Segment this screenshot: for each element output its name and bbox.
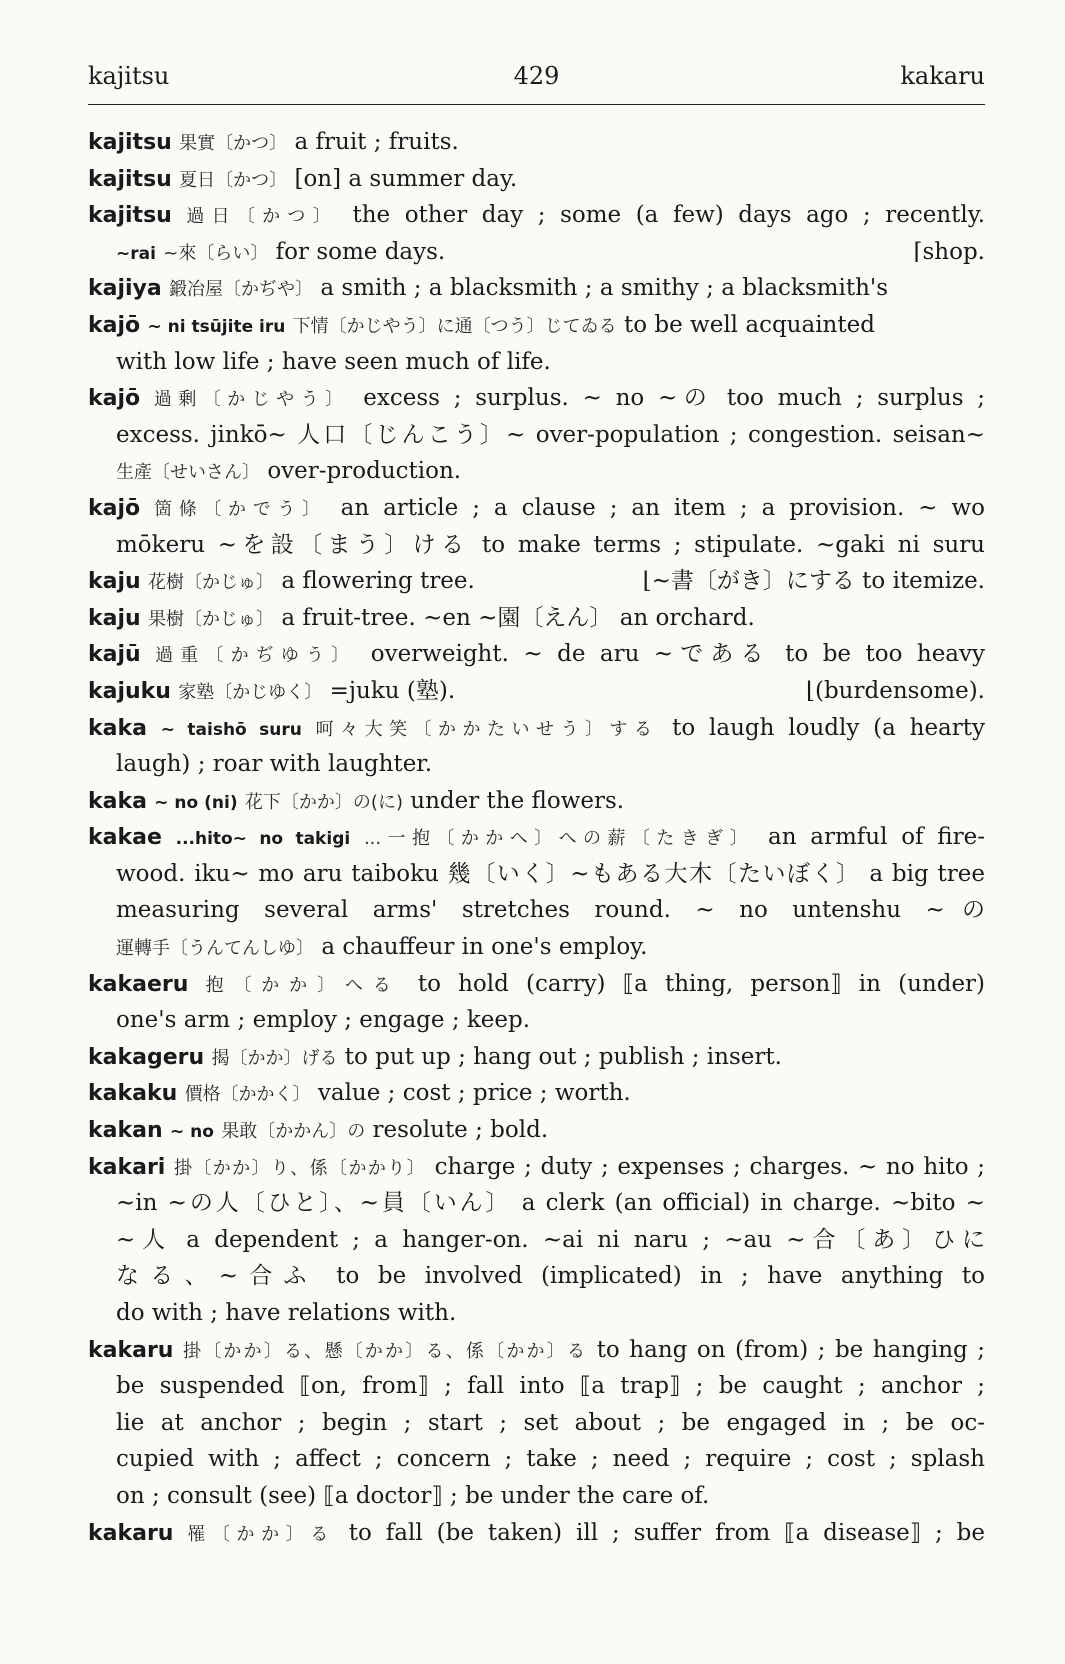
entry-definition: ~人 a dependent ; a hanger-on. ~ai ni naru ; ~au ~合〔あ〕ひに — [116, 1226, 985, 1253]
entry-line — [88, 1258, 985, 1295]
entry-continuation: ⌊~書〔がき〕にする to itemize. — [635, 563, 985, 600]
entry-definition: one's arm ; employ ; engage ; keep. — [116, 1007, 531, 1034]
entry-definition: laugh) ; roar with laughter. — [116, 751, 433, 778]
entry-line — [88, 563, 985, 600]
entry-line — [88, 966, 985, 1003]
entry-line — [88, 746, 985, 783]
entry-line — [88, 124, 985, 161]
entry-japanese: 呵々大笑〔かかたいせう〕する — [315, 718, 659, 740]
entry-japanese: 花下〔かか〕の(に) — [244, 791, 403, 813]
entry-definition: a chauffeur in one's employ. — [321, 934, 648, 961]
entry-line — [88, 1441, 985, 1478]
entry-headword: kajō — [88, 386, 141, 412]
entry-japanese: 揭〔かか〕げる — [211, 1047, 338, 1069]
entry-headword: kaju — [88, 605, 141, 631]
entry-headword: kajiya — [88, 276, 162, 302]
entry-line — [88, 161, 985, 198]
entry-headword: kaka — [88, 715, 147, 741]
entry-japanese: 鍛冶屋〔かぢや〕 — [169, 279, 314, 301]
entry-line — [88, 819, 985, 856]
entry-definition: cupied with ; affect ; concern ; take ; need ; require ; cost ; splash — [116, 1446, 985, 1473]
entry-headword: kakari — [88, 1154, 166, 1180]
entry-japanese: 運轉手〔うんてんしゆ〕 — [116, 938, 314, 960]
entry-phrase: ~ ni tsūjite iru — [147, 316, 286, 337]
entry-phrase: ~ no — [169, 1122, 214, 1143]
entry-definition: なる、~合ふ to be involved (implicated) in ; have anything to — [116, 1263, 985, 1290]
entry-definition: charge ; duty ; expenses ; charges. ~ no hito ; — [434, 1153, 985, 1180]
entry-definition: a fruit ; fruits. — [294, 129, 459, 155]
entry-line — [88, 270, 985, 307]
page-number: 429 — [513, 62, 560, 90]
entry-line — [88, 380, 985, 417]
entry-line — [88, 1515, 985, 1552]
entry-line — [88, 929, 985, 966]
entry-line — [88, 307, 985, 344]
entry-line — [88, 1039, 985, 1076]
entry-definition: lie at anchor ; begin ; start ; set about ; be engaged in ; be oc- — [116, 1409, 985, 1436]
entry-headword: kakaru — [88, 1520, 174, 1546]
entry-definition: a fruit-tree. ~en ~園〔えん〕 an orchard. — [281, 604, 755, 631]
entry-japanese: 果樹〔かじゅ〕 — [148, 608, 274, 630]
entry-definition: mōkeru ~を設〔まう〕ける to make terms ; stipulate. ~gaki ni suru — [116, 531, 985, 558]
entry-phrase: ...hito~ no takigi — [175, 829, 351, 850]
entry-definition: a flowering tree. — [281, 568, 475, 595]
entry-definition: overweight. ~ de aru ~である to be too heavy — [370, 641, 985, 668]
entry-japanese: ...一抱〔かかへ〕への薪〔たきぎ〕 — [363, 828, 755, 850]
entry-definition: over-production. — [267, 458, 462, 485]
entry-line — [88, 1478, 985, 1515]
entry-definition: the other day ; some (a few) days ago ; recently. — [352, 202, 985, 229]
entry-line — [88, 1332, 985, 1369]
entry-definition: an armful of fire- — [767, 824, 985, 851]
entry-definition: do with ; have relations with. — [116, 1300, 457, 1326]
entry-japanese: 果實〔かつ〕 — [179, 133, 288, 154]
entry-headword: kajū — [88, 642, 141, 668]
entry-phrase: ~ taishō suru — [160, 719, 302, 740]
entry-japanese: 下情〔かじやう〕に通〔つう〕じてゐる — [292, 315, 617, 337]
entry-line — [88, 344, 985, 381]
entry-line — [88, 892, 985, 929]
entry-definition: on ; consult (see) ⟦a doctor⟧ ; be under the care of. — [116, 1482, 710, 1509]
entry-japanese: 罹〔かか〕る — [187, 1523, 335, 1545]
entry-line — [88, 417, 985, 454]
entry-japanese: 夏日〔かつ〕 — [179, 169, 288, 191]
entry-definition: with low life ; have seen much of life. — [116, 348, 551, 375]
entry-japanese: 箇條〔かでう〕 — [154, 498, 327, 520]
entry-japanese: 掛〔かか〕り、係〔かかり〕 — [174, 1157, 426, 1179]
entry-phrase: ~ no (ni) — [154, 792, 238, 813]
entry-japanese: 花樹〔かじゅ〕 — [148, 572, 274, 594]
header-left-guide-word: kajitsu — [88, 62, 170, 90]
entry-line — [88, 527, 985, 564]
entry-line — [88, 1405, 985, 1442]
entry-definition: value ; cost ; price ; worth. — [317, 1080, 631, 1107]
entry-headword: kakaru — [88, 1337, 174, 1363]
entry-line — [88, 710, 985, 747]
entry-headword: kajitsu — [88, 130, 172, 155]
entry-line — [88, 783, 985, 820]
page-header — [88, 62, 985, 105]
entry-headword: kakan — [88, 1118, 163, 1144]
entry-definition: ~in ~の人〔ひと〕、~員〔いん〕 a clerk (an official) in charge. ~bito ~ — [116, 1190, 985, 1217]
entry-phrase: ~rai — [116, 243, 156, 264]
entry-headword: kajuku — [88, 678, 171, 704]
entry-line — [88, 1149, 985, 1186]
entry-definition: resolute ; bold. — [372, 1117, 549, 1144]
entry-japanese: 過重〔かぢゆう〕 — [155, 645, 357, 667]
entry-japanese: 生產〔せいさん〕 — [116, 462, 260, 484]
entry-line — [88, 453, 985, 490]
entry-definition: an article ; a clause ; an item ; a provision. ~ wo — [340, 494, 985, 521]
entry-japanese: 價格〔かかく〕 — [184, 1084, 311, 1106]
entry-japanese: 過剰〔かじやう〕 — [153, 389, 350, 411]
entry-japanese: 家塾〔かじゆく〕 — [178, 681, 323, 703]
entry-line — [88, 490, 985, 527]
entry-definition: excess ; surplus. ~ no ~の too much ; surplus ; — [363, 385, 985, 412]
entry-definition: to hold (carry) ⟦a thing, person⟧ in (under) — [417, 970, 985, 997]
entry-headword: kajitsu — [88, 166, 172, 192]
entry-line — [88, 1112, 985, 1149]
entry-definition: be suspended ⟦on, from⟧ ; fall into ⟦a trap⟧ ; be caught ; anchor ; — [116, 1373, 985, 1400]
entry-headword: kajō — [88, 312, 141, 338]
entry-line — [88, 197, 985, 234]
entry-japanese: ~來〔らい〕 — [163, 242, 269, 264]
entry-definition: a smith ; a blacksmith ; a smithy ; a blacksmith's — [320, 275, 889, 302]
entry-japanese: 果敢〔かかん〕の — [221, 1121, 366, 1143]
entry-japanese: 掛〔かか〕る、懸〔かか〕る、係〔かか〕る — [183, 1340, 588, 1362]
entry-line — [88, 856, 985, 893]
entry-line — [88, 1368, 985, 1405]
entry-headword: kaju — [88, 569, 141, 595]
entry-japanese: 過日〔かつ〕 — [186, 206, 338, 228]
entry-headword: kakae — [88, 825, 162, 851]
entry-definition: to be well acquainted — [623, 311, 875, 338]
entry-definition: measuring several arms' stretches round. ~ no untenshu ~の — [116, 897, 985, 924]
entry-line — [88, 1185, 985, 1222]
entry-line — [88, 234, 985, 271]
entry-definition: to put up ; hang out ; publish ; insert. — [344, 1043, 782, 1070]
entry-headword: kajō — [88, 495, 141, 521]
entry-line — [88, 1075, 985, 1112]
entry-definition: to laugh loudly (a hearty — [672, 714, 985, 741]
header-right-guide-word: kakaru — [900, 62, 985, 90]
entry-headword: kakageru — [88, 1044, 205, 1070]
entry-definition: [on] a summer day. — [294, 165, 518, 192]
entry-headword: kaka — [88, 788, 147, 814]
entry-line — [88, 1222, 985, 1259]
entry-continuation: ⌊(burdensome). — [798, 673, 985, 710]
entry-definition: wood. iku~ mo aru taiboku 幾〔いく〕~もある大木〔たいぼく〕 a big tree — [116, 860, 985, 887]
entry-headword: kakaeru — [88, 971, 189, 997]
entry-definition: for some days. — [275, 238, 446, 265]
entry-definition: to hang on (from) ; be hanging ; — [596, 1336, 985, 1363]
entry-definition: =juku (塾). — [329, 677, 456, 704]
entry-line — [88, 673, 985, 710]
entry-japanese: 抱〔かか〕へる — [205, 974, 401, 996]
entry-line — [88, 1295, 985, 1332]
entry-definition: excess. jinkō~ 人口〔じんこう〕~ over-population ; congestion. seisan~ — [116, 421, 985, 448]
entry-definition: under the flowers. — [410, 787, 625, 814]
entry-definition: to fall (be taken) ill ; suffer from ⟦a disease⟧ ; be — [348, 1519, 985, 1546]
entry-line — [88, 600, 985, 637]
entry-line — [88, 1002, 985, 1039]
entry-line — [88, 636, 985, 673]
entry-headword: kakaku — [88, 1081, 178, 1107]
entry-continuation: ⌈shop. — [906, 234, 985, 271]
dictionary-entries — [88, 124, 985, 1551]
entry-headword: kajitsu — [88, 203, 172, 229]
